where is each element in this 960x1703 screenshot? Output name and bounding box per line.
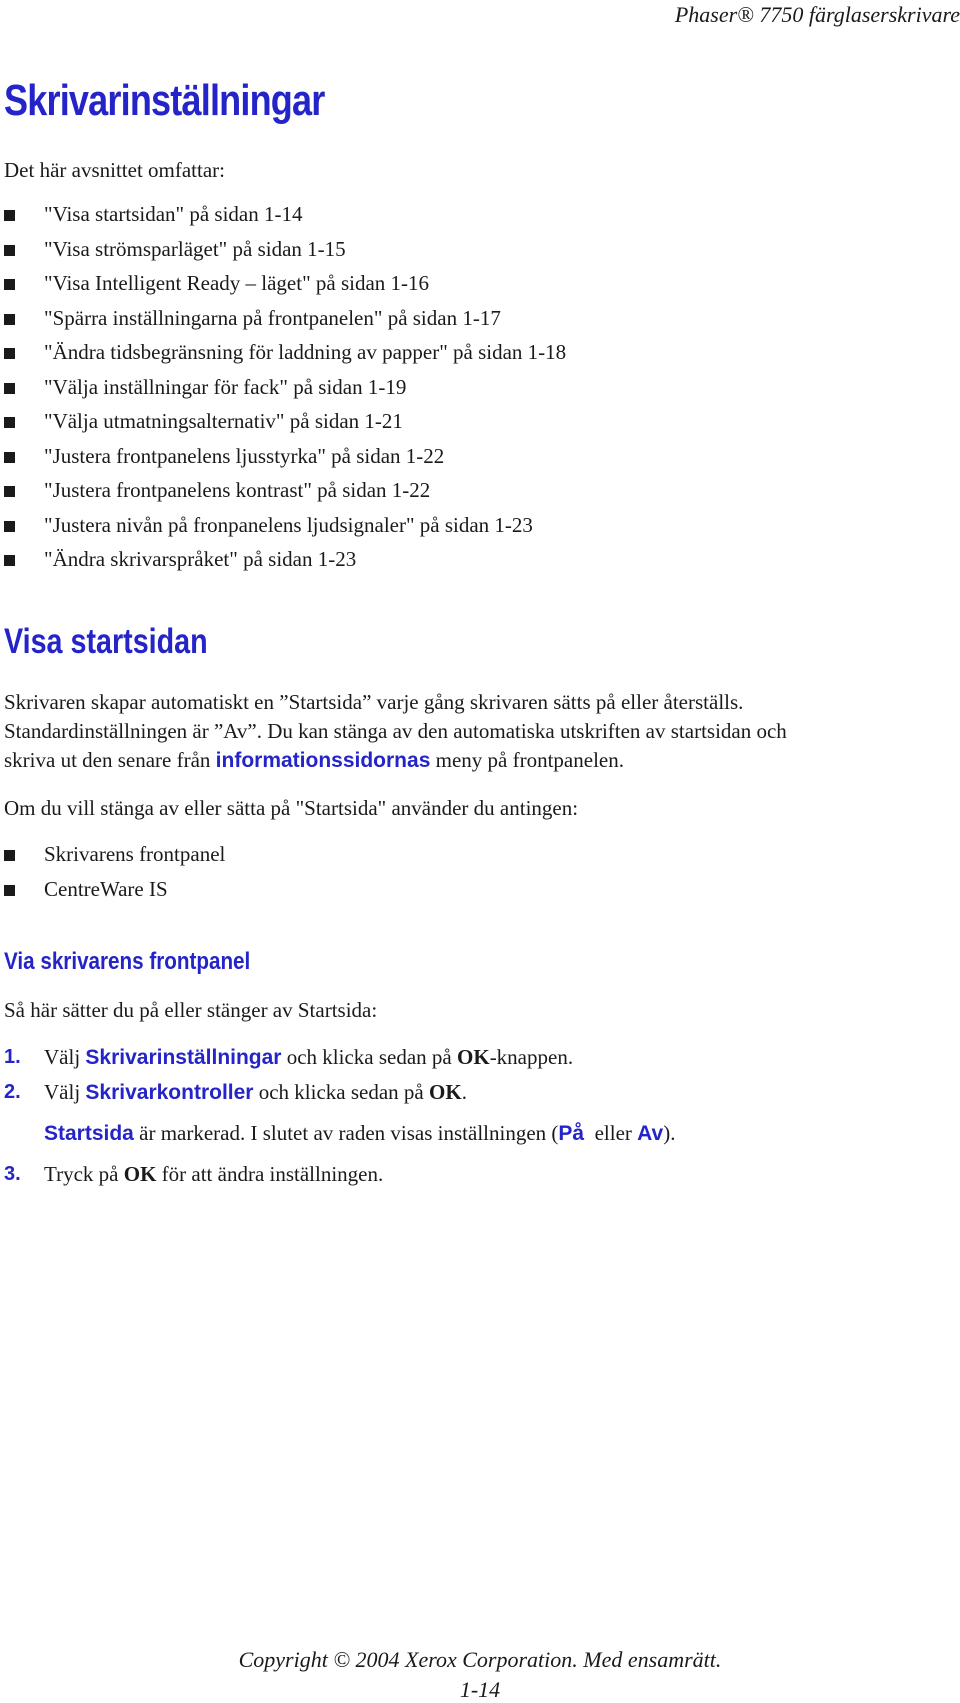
option-item [4, 875, 225, 910]
toc-item[interactable] [4, 338, 566, 373]
text-run: Välj [44, 1080, 86, 1104]
ui-term: På [558, 1122, 585, 1145]
toc-item[interactable] [4, 269, 566, 304]
text-run: och klicka sedan på [281, 1045, 458, 1069]
bullet-icon [4, 348, 15, 359]
toc-link[interactable]: "Välja utmatningsalternativ" på sidan 1-21 [44, 409, 403, 433]
bullet-icon [4, 885, 15, 896]
bullet-icon [4, 383, 15, 394]
section-title: Skrivarinställningar [4, 76, 325, 125]
text-run: för att ändra inställningen. [156, 1162, 384, 1186]
bullet-icon [4, 245, 15, 256]
ok-key: OK [429, 1080, 462, 1104]
toc-link[interactable]: "Ändra skrivarspråket" på sidan 1-23 [44, 547, 357, 571]
step-number: 1. [4, 1046, 21, 1068]
toc-link[interactable]: "Justera frontpanelens ljusstyrka" på sidan 1-22 [44, 443, 445, 468]
options-list [4, 840, 225, 909]
ui-term: Skrivarinställningar [85, 1046, 282, 1069]
text-run: -knappen. [489, 1045, 574, 1069]
toc-item[interactable] [4, 407, 566, 442]
ui-term: Av [637, 1122, 664, 1145]
procedure-steps [4, 1043, 675, 1195]
ok-key: OK [457, 1045, 490, 1069]
bullet-icon [4, 210, 15, 221]
bullet-icon [4, 521, 15, 532]
ui-term: Startsida [44, 1122, 134, 1145]
bullet-icon [4, 850, 15, 861]
text-run: Välj [44, 1045, 86, 1069]
bullet-icon [4, 417, 15, 428]
running-header: Phaser® 7750 färglaserskrivare [674, 2, 960, 27]
step-2-note [4, 1113, 675, 1160]
toc-link[interactable]: "Välja inställningar för fack" på sidan 1-19 [44, 374, 407, 399]
subsection-title: Visa startsidan [4, 622, 208, 661]
toc-item[interactable] [4, 200, 566, 235]
text-run: Tryck på [44, 1162, 124, 1186]
paragraph: Om du vill stänga av eller sätta på "Startsida" använder du antingen: [4, 796, 579, 820]
bullet-icon [4, 452, 15, 463]
toc-link[interactable]: "Justera frontpanelens kontrast" på sidan 1-22 [44, 478, 431, 502]
text-run: eller [584, 1121, 638, 1145]
bullet-icon [4, 279, 15, 290]
ui-term: informationssidornas [215, 749, 431, 772]
procedure-title: Via skrivarens frontpanel [4, 948, 251, 975]
text-run: och klicka sedan på [253, 1080, 430, 1104]
toc-item[interactable] [4, 235, 566, 270]
toc-link[interactable]: "Visa startsidan" på sidan 1-14 [44, 202, 303, 226]
toc-link[interactable]: "Spärra inställningarna på frontpanelen" på sidan 1-17 [44, 305, 501, 330]
step-1 [4, 1043, 675, 1078]
text-run: är markerad. I slutet av raden visas inställningen ( [133, 1121, 559, 1145]
ok-key: OK [123, 1162, 157, 1186]
toc-link[interactable]: "Justera nivån på fronpanelens ljudsignaler" på sidan 1-23 [44, 512, 533, 537]
toc-link[interactable]: "Visa strömsparläget" på sidan 1-15 [44, 236, 346, 261]
copyright-notice: Copyright © 2004 Xerox Corporation. Med ensamrätt. [238, 1647, 722, 1672]
paragraph-line: Standardinställningen är ”Av”. Du kan stänga av den automatiska utskriften av startsidan och [4, 719, 787, 743]
bullet-icon [4, 555, 15, 566]
step-number: 2. [4, 1081, 21, 1103]
section-intro: Det här avsnittet omfattar: [4, 158, 226, 182]
procedure-intro: Så här sätter du på eller stänger av Startsida: [4, 998, 378, 1022]
toc-item[interactable] [4, 545, 566, 580]
step-number: 3. [4, 1163, 21, 1185]
toc-item[interactable] [4, 511, 566, 546]
option-label: CentreWare IS [44, 876, 168, 901]
text-run: ). [663, 1121, 676, 1145]
bullet-icon [4, 486, 15, 497]
text-run: skriva ut den senare från [4, 748, 216, 772]
text-run: . [461, 1080, 467, 1104]
option-label: Skrivarens frontpanel [44, 842, 226, 866]
page-number: 1-14 [459, 1677, 501, 1702]
text-run: meny på frontpanelen. [430, 748, 624, 772]
toc-item[interactable] [4, 476, 566, 511]
toc-link[interactable]: "Ändra tidsbegränsning för laddning av papper" på sidan 1-18 [44, 340, 567, 364]
paragraph-line: Skrivaren skapar automatiskt en ”Startsida” varje gång skrivaren sätts på eller återställs. [4, 690, 744, 714]
toc-item[interactable] [4, 373, 566, 408]
toc-link[interactable]: "Visa Intelligent Ready – läget" på sidan 1-16 [44, 271, 430, 295]
toc-list [4, 200, 566, 580]
ui-term: Skrivarkontroller [85, 1081, 254, 1104]
toc-item[interactable] [4, 442, 566, 477]
toc-item[interactable] [4, 304, 566, 339]
option-item [4, 840, 225, 875]
bullet-icon [4, 314, 15, 325]
paragraph-line [4, 746, 624, 775]
step-3 [4, 1160, 675, 1195]
step-2 [4, 1078, 675, 1113]
